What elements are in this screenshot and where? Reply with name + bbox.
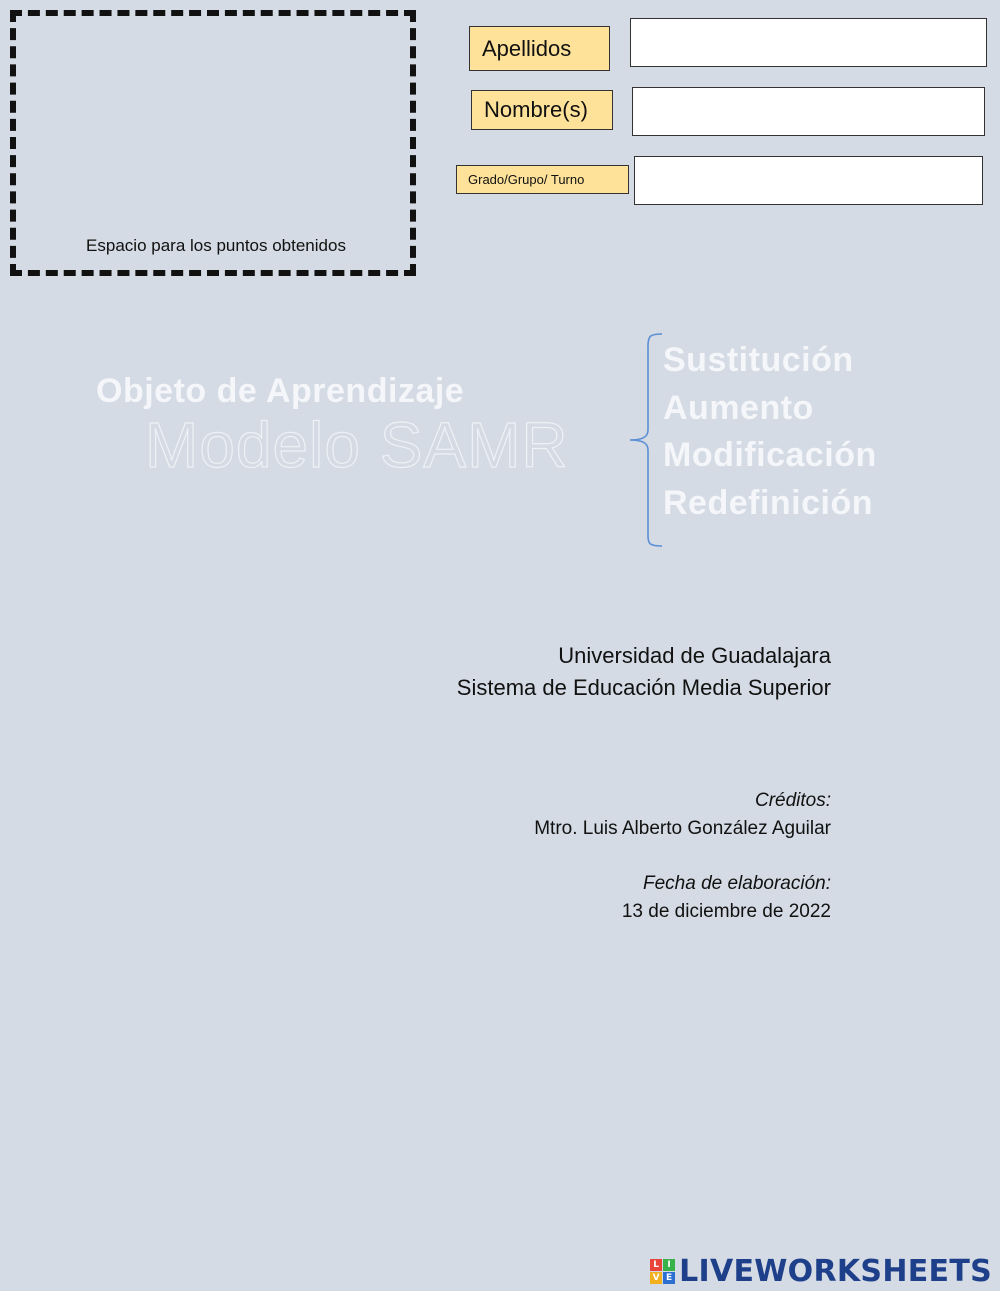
mark-letter: I (663, 1259, 675, 1271)
title-line1: Objeto de Aprendizaje (96, 372, 465, 410)
liveworksheets-mark-icon (650, 1259, 675, 1284)
mark-letter: L (650, 1259, 662, 1271)
samr-item-modificacion: Modificación (663, 436, 877, 474)
credits-author: Mtro. Luis Alberto González Aguilar (534, 818, 831, 839)
credits-label: Créditos: (754, 790, 831, 811)
samr-item-aumento: Aumento (663, 389, 814, 427)
mark-letter: V (650, 1272, 662, 1284)
score-label: Espacio para los puntos obtenidos (86, 236, 346, 255)
institution-line1: Universidad de Guadalajara (558, 643, 831, 668)
grado-label: Grado/Grupo/ Turno (456, 165, 629, 194)
grado-input[interactable] (634, 156, 983, 205)
nombres-input[interactable] (632, 87, 985, 136)
institution-line2: Sistema de Educación Media Superior (456, 675, 831, 700)
liveworksheets-text: LIVEWORKSHEETS (679, 1254, 992, 1289)
liveworksheets-logo[interactable] (650, 1254, 992, 1289)
samr-item-redefinicion: Redefinición (663, 484, 874, 522)
mark-letter: E (663, 1272, 675, 1284)
apellidos-label: Apellidos (469, 26, 610, 71)
brace-icon (628, 332, 668, 552)
date-label: Fecha de elaboración: (642, 873, 831, 894)
samr-item-sustitucion: Sustitución (663, 341, 854, 379)
apellidos-input[interactable] (630, 18, 987, 67)
title-line2: Modelo SAMR (145, 409, 569, 481)
nombres-label: Nombre(s) (471, 90, 613, 130)
date-value: 13 de diciembre de 2022 (621, 901, 831, 922)
